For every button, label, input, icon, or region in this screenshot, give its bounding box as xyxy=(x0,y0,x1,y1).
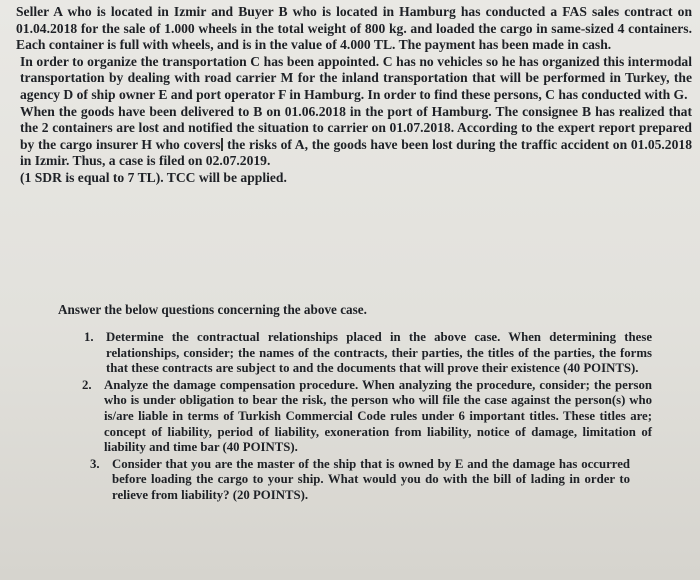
case-paragraph-3-text: When the goods have been delivered to B on 01.06.2018 in the port of Hamburg. The consignee B has realized that the 2 containers are lost and notified the situation to carrier on 01.07.2018. According to the expert report prepared by the cargo insurer H who covers xyxy=(20,103,692,152)
case-paragraph-2: In order to organize the transportation C has been appointed. C has no vehicles so he has organized this intermodal transportation by dealing with road carrier M for the inland transportation that will be performed in Turkey, the agency D of ship owner E and port operator F in Hamburg. In order to find these persons, C has conducted with G. xyxy=(20,53,692,102)
question-text: Determine the contractual relationships placed in the above case. When determining these relationships, consider; the names of the contracts, their parties, the titles of the parties, the forms that these contracts are subject to and the documents that will prove their existence (40 POINTS). xyxy=(106,330,652,376)
case-paragraph-1: Seller A who is located in Izmir and Buyer B who is located in Hamburg has conducted a FAS sales contract on 01.04.2018 for the sale of 1.000 wheels in the total weight of 800 kg. and loaded the cargo in same-sized 4 containers. Each container is full with wheels, and is in the value of 4.000 TL. The payment has been made in cash. xyxy=(16,4,692,53)
question-number: 2. xyxy=(82,377,92,392)
questions-heading: Answer the below questions concerning the above case. xyxy=(58,302,367,317)
question-item xyxy=(90,457,630,504)
question-item xyxy=(84,330,652,377)
text-cursor-icon xyxy=(221,138,223,151)
question-item xyxy=(82,378,652,456)
question-text: Analyze the damage compensation procedure. When analyzing the procedure, consider; the person who is under obligation to bear the risk, the person who will file the case against the person(s) who is/are liable in terms of Turkish Commercial Code rules under 6 important titles. These titles are; concept of liability, period of liability, exoneration from liability, notice of damage, limitation of liability and time bar (40 POINTS). xyxy=(104,377,652,455)
questions-list xyxy=(84,330,652,504)
question-text: Consider that you are the master of the ship that is owned by E and the damage has occurred before loading the cargo to your ship. What would you do with the bill of lading in order to relieve from liability? (20 POINTS). xyxy=(112,456,630,502)
case-description xyxy=(16,4,692,187)
case-paragraph-3 xyxy=(16,104,692,170)
case-paragraph-3-continuation: the risks of A, the goods have been lost during the traffic accident on 01.05.2018 in Izmir. Thus, a case is filed on 02.07.2019. xyxy=(20,136,692,169)
question-number: 3. xyxy=(90,456,100,471)
question-number: 1. xyxy=(84,330,94,344)
case-paragraph-4: (1 SDR is equal to 7 TL). TCC will be applied. xyxy=(20,169,287,185)
